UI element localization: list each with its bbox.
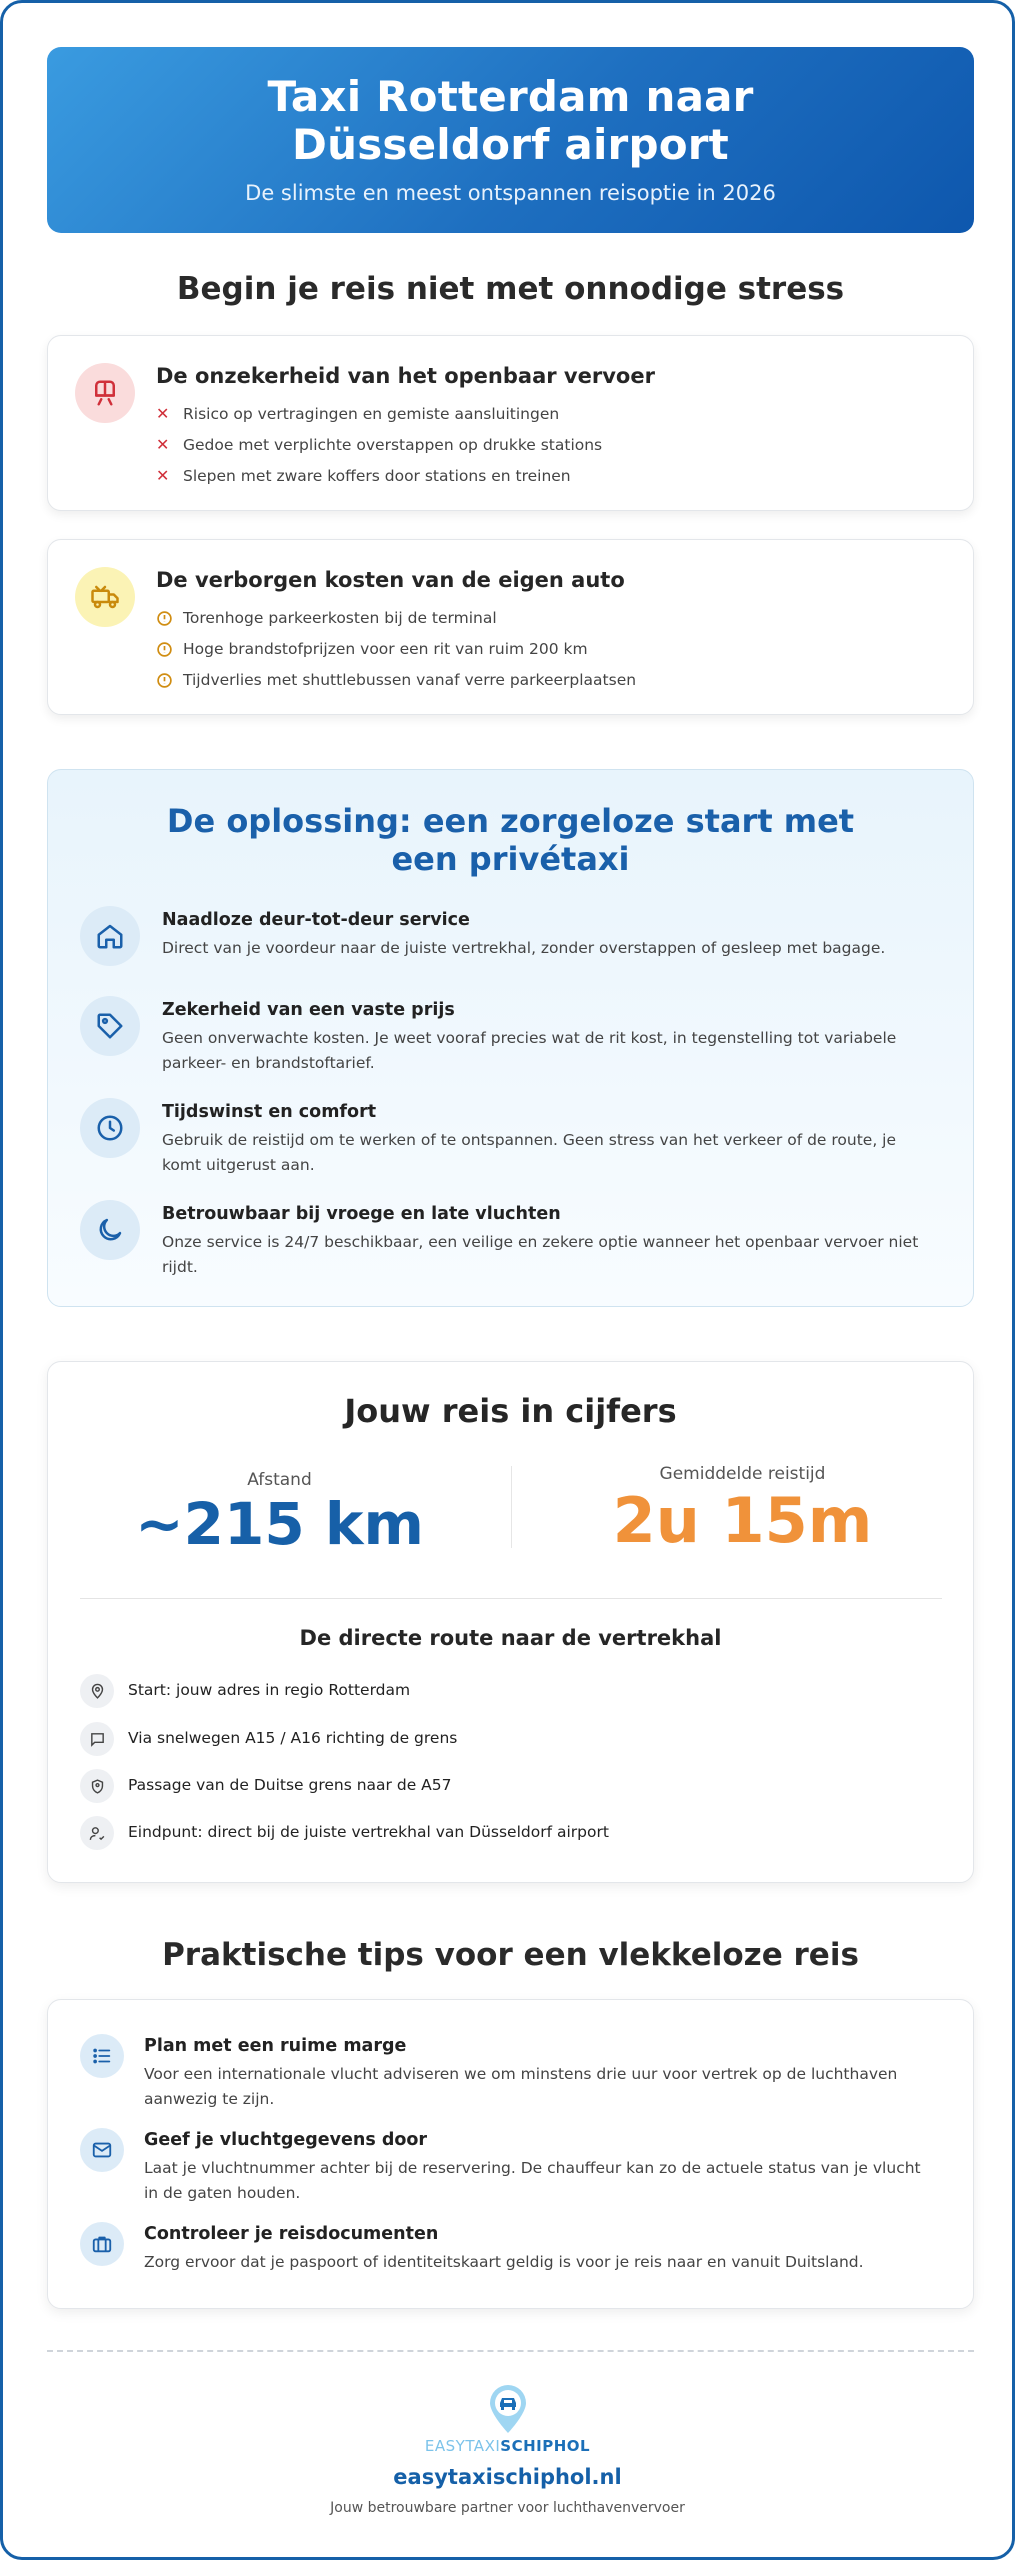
route-step-text: Passage van de Duitse grens naar de A57 [128,1776,452,1794]
list-item: Hoge brandstofprijzen voor een rit van ruim 200 km [156,637,636,668]
distance-stat [48,1470,511,1558]
website-link[interactable]: easytaxischiphol.nl [393,2465,622,2489]
user-check-icon [80,1816,114,1850]
feature-title: Zekerheid van een vaste prijs [162,1000,455,1020]
tip-title: Controleer je reisdocumenten [144,2224,439,2244]
route-step-text: Start: jouw adres in regio Rotterdam [128,1681,411,1699]
distance-value: ~215 km [135,1490,424,1558]
page-subtitle: De slimste en meest ontspannen reisoptie in 2026 [245,181,776,205]
tip-title: Plan met een ruime marge [144,2036,407,2056]
chat-icon [80,1722,114,1756]
route-step [80,1816,940,1852]
location-shield-icon [80,1769,114,1803]
route-step-text: Eindpunt: direct bij de juiste vertrekhal van Düsseldorf airport [128,1823,609,1841]
cross-icon: ✕ [156,466,170,485]
tips-section-title: Praktische tips voor een vlekkeloze reis [162,1937,859,1973]
tip-title: Geef je vluchtgegevens door [144,2130,428,2150]
travel-time-value: 2u 15m [612,1484,873,1557]
solution-panel [47,769,974,1307]
problems-section-title: Begin je reis niet met onnodige stress [176,271,845,307]
price-tag-icon [80,996,140,1056]
feature-desc: Gebruik de reistijd om te werken of te ontspannen. Geen stress van het verkeer of de route, je komt uitgerust aan. [162,1131,897,1174]
tip-desc: Zorg ervoor dat je paspoort of identiteitskaart geldig is voor je reis naar en vanuit Duitsland. [144,2253,864,2271]
mail-icon [80,2128,124,2172]
solution-title: De oplossing: een zorgeloze start met een privétaxi [166,802,855,878]
list-item: Tijdverlies met shuttlebussen vanaf verre parkeerplaatsen [156,668,636,699]
problem-list [156,402,602,495]
home-icon [80,906,140,966]
route-step [80,1769,940,1805]
map-pin-icon [80,1674,114,1708]
divider [80,1598,942,1599]
tip-desc: Voor een internationale vlucht adviseren we om minstens drie uur voor vertrek op de luchthaven aanwezig te zijn. [144,2065,898,2108]
footer-tagline: Jouw betrouwbare partner voor luchthavenvervoer [330,2500,685,2516]
feature-desc: Geen onverwachte kosten. Je weet vooraf precies wat de rit kost, in tegenstelling tot variabele parkeer- en brandstoftarief. [162,1029,897,1072]
list-icon [80,2034,124,2078]
list-item: ✕ Slepen met zware koffers door stations en treinen [156,464,602,495]
feature-desc: Onze service is 24/7 beschikbaar, een veilige en zekere optie wanneer het openbaar vervoer niet rijdt. [162,1233,919,1276]
distance-label: Afstand [247,1470,312,1490]
feature-desc: Direct van je voordeur naar de juiste vertrekhal, zonder overstappen of gesleep met bagage. [162,939,886,957]
problem-card-title: De verborgen kosten van de eigen auto [156,568,625,592]
problem-list [156,606,636,699]
list-item: ✕ Risico op vertragingen en gemiste aansluitingen [156,402,602,433]
footer-divider [47,2350,974,2352]
tip-desc: Laat je vluchtnummer achter bij de reservering. De chauffeur kan zo de actuele status van je vlucht in de gaten houden. [144,2159,921,2202]
cross-icon: ✕ [156,404,170,423]
stats-title: Jouw reis in cijfers [344,1392,677,1430]
travel-time-stat [511,1464,974,1558]
route-title: De directe route naar de vertrekhal [299,1626,722,1650]
problem-card-own-car [47,539,974,715]
train-icon [75,363,135,423]
taxi-pin-icon [486,2383,530,2435]
page-title: Taxi Rotterdam naar Düsseldorf airport [267,72,754,169]
travel-time-label: Gemiddelde reistijd [659,1464,826,1484]
list-item: ✕ Gedoe met verplichte overstappen op drukke stations [156,433,602,464]
car-cost-icon [75,567,135,627]
brand-logo: EASYTAXISCHIPHOL [424,2437,591,2455]
problem-card-title: De onzekerheid van het openbaar vervoer [156,364,655,388]
problem-card-public-transport [47,335,974,511]
trip-stats-card [47,1361,974,1883]
warning-icon [156,637,183,658]
route-step-text: Via snelwegen A15 / A16 richting de grens [128,1729,458,1747]
moon-icon [80,1200,140,1260]
hero-banner [47,47,974,233]
feature-title: Naadloze deur-tot-deur service [162,910,470,930]
briefcase-icon [80,2222,124,2266]
route-step [80,1674,940,1710]
list-item: Torenhoge parkeerkosten bij de terminal [156,606,636,637]
feature-title: Betrouwbaar bij vroege en late vluchten [162,1204,561,1224]
cross-icon: ✕ [156,435,170,454]
feature-title: Tijdswinst en comfort [162,1102,377,1122]
route-step [80,1722,940,1758]
warning-icon [156,668,183,689]
clock-icon [80,1098,140,1158]
logo-mark [3,2383,1012,2435]
warning-icon [156,606,183,627]
tips-card [47,1999,974,2309]
